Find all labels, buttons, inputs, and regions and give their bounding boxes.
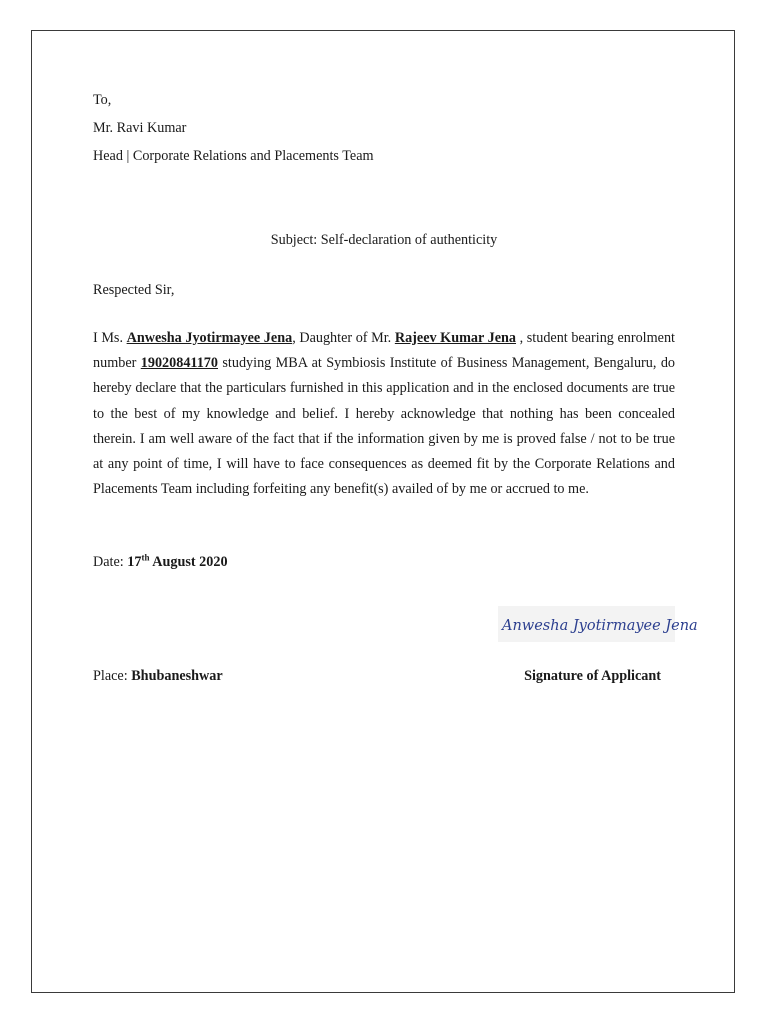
father-name: Rajeev Kumar Jena <box>394 330 517 346</box>
signature-label: Signature of Applicant <box>524 668 661 685</box>
date-day: 17 <box>127 554 142 571</box>
enrolment-number: 19020841170 <box>140 355 218 372</box>
place-value: Bhubaneshwar <box>131 668 223 685</box>
recipient-title: Head | Corporate Relations and Placements Team <box>93 148 374 164</box>
declaration-paragraph <box>93 326 675 502</box>
subject-line: Subject: Self-declaration of authenticity <box>270 232 498 248</box>
place-line <box>93 662 223 690</box>
date-line <box>93 548 675 576</box>
date-suffix: th <box>141 552 150 563</box>
salutation: Respected Sir, <box>93 282 175 298</box>
date-value <box>127 554 227 570</box>
body-text-2: , Daughter of Mr. <box>292 330 395 346</box>
recipient-name: Mr. Ravi Kumar <box>93 120 187 136</box>
applicant-name: Anwesha Jyotirmayee Jena <box>126 330 293 346</box>
signature-handwriting: Anwesha Jyotirmayee Jena <box>502 618 698 635</box>
signature-svg <box>498 606 698 642</box>
body-text-1: I Ms. <box>93 330 127 346</box>
date-rest: August 2020 <box>149 554 228 571</box>
signature-image <box>498 606 698 642</box>
letter-content <box>93 86 698 696</box>
body-text-4: studying MBA at Symbiosis Institute of Business Management, Bengaluru, do hereby declare that the particulars furnished in this application and in the enclosed documents are true to the best of my knowledge and belief. I hereby acknowledge that nothing has been concealed therein. I am well aware of the fact that if the information given by me is proved false / not to be true at any point of time, I will have to face consequences as deemed fit by the Corporate Relations and Placements Team including forfeiting any benefit(s) availed of by me or accrued to me. <box>93 355 676 498</box>
body-text-3: , student bearing enrolment number <box>93 330 675 372</box>
signature-area <box>93 606 698 696</box>
place-label: Place: <box>93 668 132 685</box>
to-label: To, <box>93 92 112 108</box>
date-label: Date: <box>93 554 128 571</box>
